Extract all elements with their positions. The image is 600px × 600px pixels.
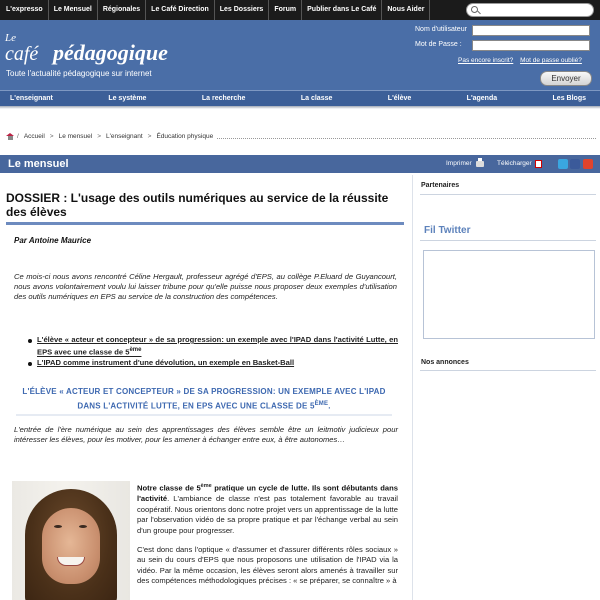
twitter-feed-box[interactable] [423,250,595,339]
article-author: Par Antoine Maurice [14,236,92,245]
twitter-feed-title: Fil Twitter [424,225,471,236]
article-title: DOSSIER : L'usage des outils numériques au service de la réussite des élèves [6,191,389,219]
section-lead: L'entrée de l'ère numérique au sein des apprentissages des élèves semble être un leitmotiv judicieux pour intéresser les élèves, pour les motiver, pour les amener à échanger entre eux, à être autonomes… [14,425,398,445]
topnav-cafe-direction[interactable]: Le Café Direction [146,0,215,20]
username-label: Nom d'utilisateur [415,26,467,33]
author-photo [12,481,130,600]
logo-le: Le [5,32,16,44]
password-label: Mot de Passe : [415,41,462,48]
p1-bold-a: Notre classe de 5 [137,483,201,493]
breadcrumb [6,131,596,141]
section-enseignant[interactable]: L'enseignant [10,95,53,102]
photo-eye-right [79,525,87,528]
topnav-mensuel[interactable]: Le Mensuel [49,0,98,20]
password-field[interactable] [472,40,590,51]
register-link[interactable]: Pas encore inscrit? [458,57,514,64]
toc-item-lutte-sup: ème [129,347,142,354]
section-heading [12,386,396,413]
login-submit-button[interactable]: Envoyer [540,71,592,86]
section-systeme[interactable]: Le système [108,95,147,102]
login-links [458,57,587,64]
article-body [137,481,398,595]
section-heading-text: L'ÉLÈVE « ACTEUR ET CONCEPTEUR » DE SA PROGRESSION: UN EXEMPLE AVEC L'IPAD DANS L'ACTIVITÉ LUTTE, EN EPS AVEC UNE CLASSE DE 5 [22,387,386,411]
section-blogs[interactable]: Les Blogs [552,95,586,102]
topnav-expresso[interactable]: L'expresso [0,0,49,20]
breadcrumb-accueil[interactable]: Accueil [23,132,45,140]
breadcrumb-enseignant[interactable]: L'enseignant [105,132,143,140]
sidebar-partners-title: Partenaires [421,182,460,189]
nav-shadow [0,106,600,109]
article-intro: Ce mois-ci nous avons rencontré Céline Hergault, professeur agrégé d'EPS, au collège P.Eluard de Guyancourt, nous avons volontairement voulu lui laisser tribune pour qu'elle puisse nous proposer deux exemples d'utilisation des outils numériques en EPS au service de la construction des compétences. [14,272,397,302]
username-field[interactable] [472,25,590,36]
breadcrumb-arrow: > [147,132,152,140]
pdf-icon[interactable] [535,160,542,168]
toc-item-lutte-text[interactable]: L'élève « acteur et concepteur » de sa progression: un exemple avec l'IPAD dans l'activité Lutte, en EPS avec une classe de 5 [37,335,398,357]
article-toc [28,335,398,369]
logo-pedagogique: pédagogique [53,40,168,65]
breadcrumb-mensuel[interactable]: Le mensuel [58,132,93,140]
breadcrumb-separator: / [17,132,19,140]
body-paragraph-2: C'est donc dans l'optique « d'assumer et d'assurer différents rôles sociaux » au sein du cours d'EPS que nous proposons une utilisation de l'IPAD via la vidéo. Par la même occasion, les élèves seront alors amenés à travailler sur des compétences méthodologiques précises : « se préparer, se connaître » à [137,544,398,586]
top-navigation [0,0,600,20]
photo-face [42,508,100,584]
print-link[interactable]: Imprimer [446,160,472,167]
breadcrumb-dotted-rule [217,134,596,139]
sidebar-rule [420,240,596,241]
twitter-share-icon[interactable] [558,159,568,169]
sidebar-rule [420,194,596,195]
topnav-forum[interactable]: Forum [269,0,302,20]
body-paragraph-1 [137,481,398,537]
section-heading-sup: ÈME [314,401,329,407]
section-navigation [0,90,600,106]
printer-icon[interactable] [476,161,484,167]
section-divider [16,414,392,416]
logo-cafe: café [5,43,39,65]
site-tagline: Toute l'actualité pédagogique sur internet [6,69,152,78]
topnav-dossiers[interactable]: Les Dossiers [215,0,270,20]
title-divider [6,222,404,225]
breadcrumb-education-physique[interactable]: Éducation physique [156,132,214,140]
toc-item-basket[interactable]: L'IPAD comme instrument d'une dévolution, un exemple en Basket-Ball [28,358,398,368]
toc-item-lutte[interactable] [28,335,398,358]
search-input[interactable] [466,3,594,17]
sidebar-rule [420,370,596,371]
facebook-share-icon[interactable] [570,159,580,169]
topnav-publier[interactable]: Publier dans Le Café [302,0,382,20]
section-eleve[interactable]: L'élève [387,95,412,102]
topnav-regionales[interactable]: Régionales [98,0,146,20]
share-icon[interactable] [583,159,593,169]
mensuel-bar [0,155,600,173]
site-header [0,20,600,90]
sidebar-ads-title: Nos annonces [421,359,469,366]
p1-sup: ème [200,483,212,489]
breadcrumb-arrow: > [49,132,54,140]
photo-eye-left [54,525,62,528]
sidebar-divider [412,175,413,600]
topnav-nous-aider[interactable]: Nous Aider [382,0,430,20]
download-link[interactable]: Télécharger [497,160,532,167]
section-heading-end: . [328,401,331,411]
mensuel-title: Le mensuel [8,158,69,170]
section-agenda[interactable]: L'agenda [466,95,498,102]
section-recherche[interactable]: La recherche [201,95,246,102]
p1-bold-b: pratique un cycle de lutte. Ils sont débutants dans l'activité [137,483,398,504]
home-icon[interactable] [6,133,14,140]
forgot-password-link[interactable]: Mot de passe oublié? [520,57,582,64]
p1-rest: . L'ambiance de classe n'est pas totalement favorable au travail coopératif. Nous orientons donc notre projet vers un apprentissage de la lutte par l'observation vidéo de sa propre pratique et par l'échange verbal au sein d'un groupe pour progresser. [137,494,398,535]
search-icon [471,6,478,13]
section-classe[interactable]: La classe [300,95,333,102]
breadcrumb-arrow: > [97,132,101,140]
